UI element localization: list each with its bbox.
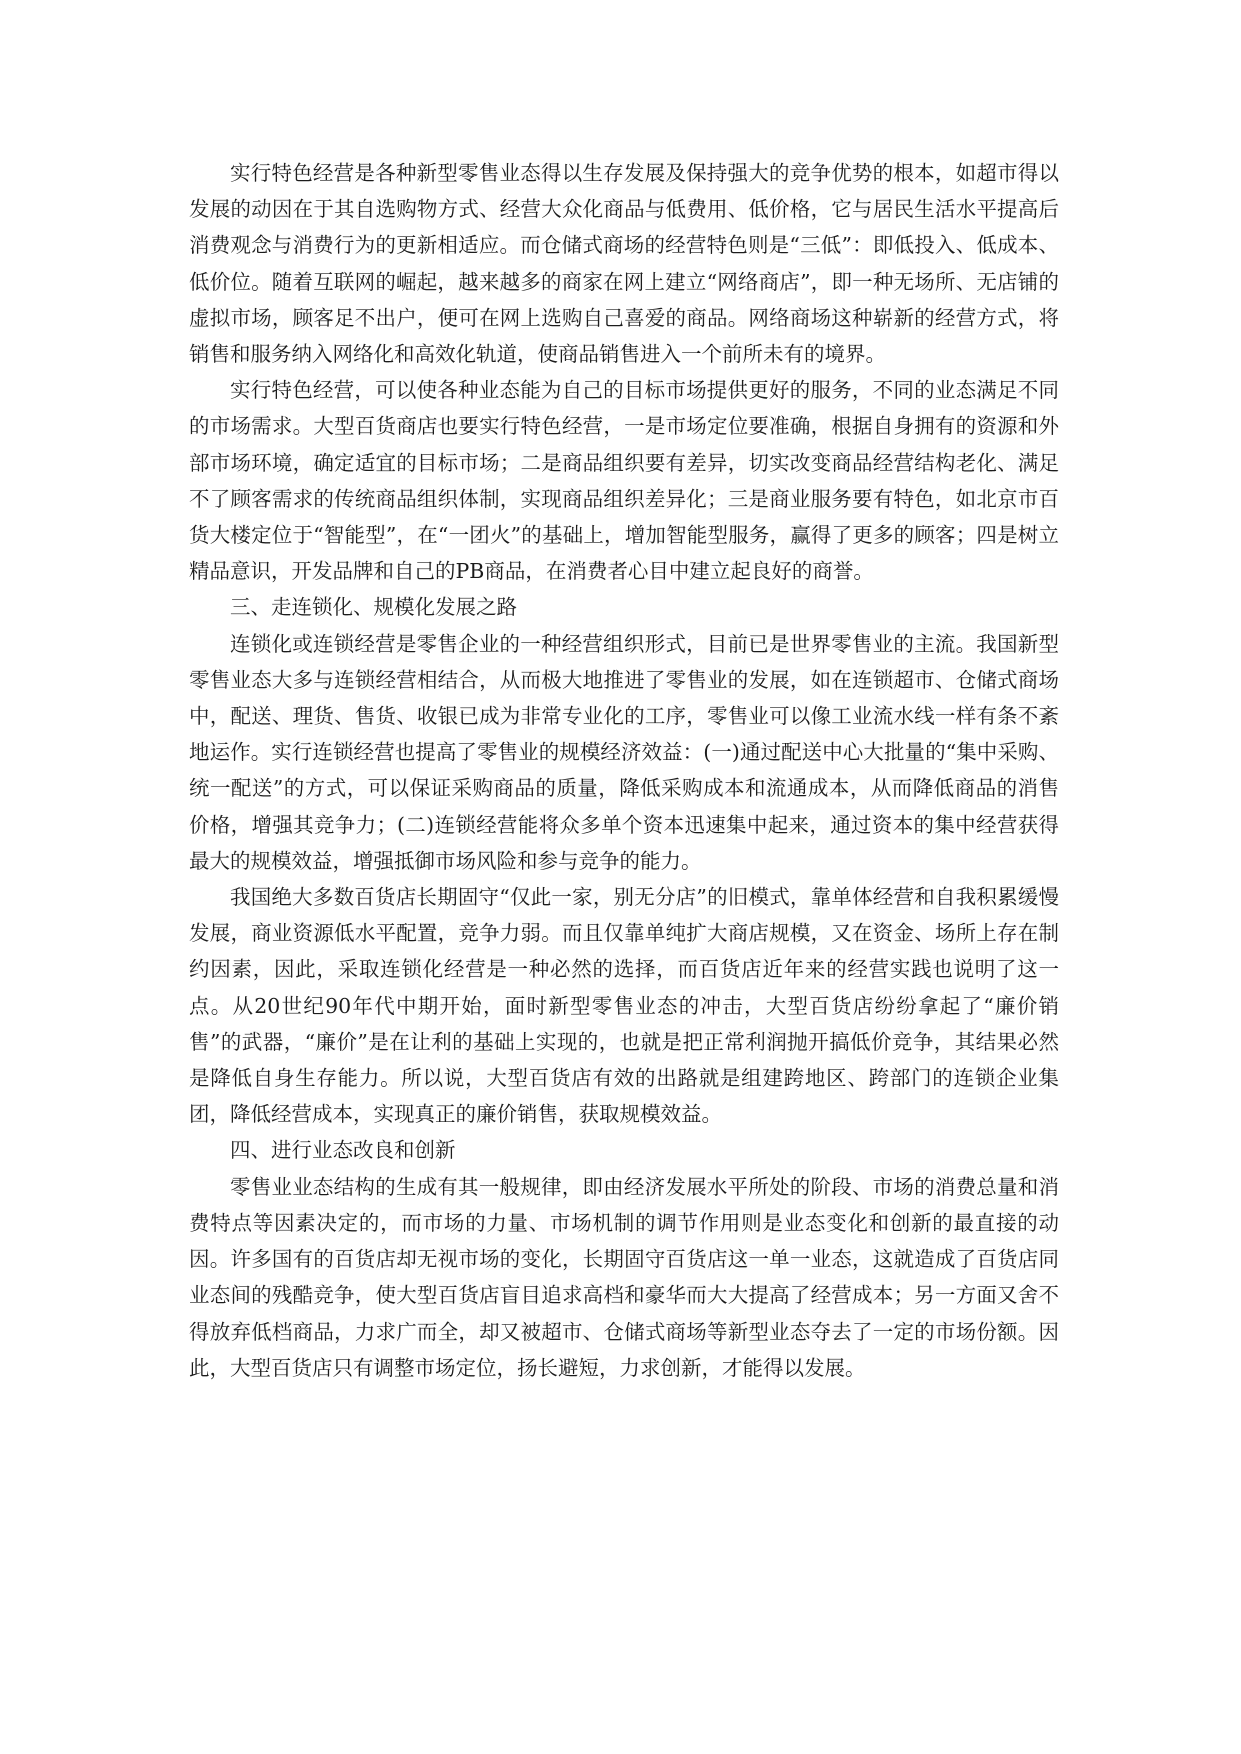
paragraph-department-store-chain: 我国绝大多数百货店长期固守“仅此一家，别无分店”的旧模式，靠单体经营和自我积累缓慢发展，商业资源低水平配置，竞争力弱。而且仅靠单纯扩大商店规模，又在资金、场所上存在制约因素，因此，采取连锁化经营是一种必然的选择，而百货店近年来的经营实践也说明了这一点。从20世纪90年代中期开始，面时新型零售业态的冲击，大型百货店纷纷拿起了“廉价销售”的武器，“廉价”是在让利的基础上实现的，也就是把正常利润抛开搞低价竞争，其结果必然是降低自身生存能力。所以说，大型百货店有效的出路就是组建跨地区、跨部门的连锁企业集团，降低经营成本，实现真正的廉价销售，获取规模效益。 — [189, 885, 1059, 1127]
section-heading-format-innovation: 四、进行业态改良和创新 — [230, 1138, 456, 1163]
paragraph-chain-operation: 连锁化或连锁经营是零售企业的一种经营组织形式，目前已是世界零售业的主流。我国新型零售业态大多与连锁经营相结合，从而极大地推进了零售业的发展，如在连锁超市、仓储式商场中，配送、理货、售货、收银已成为非常专业化的工序，零售业可以像工业流水线一样有条不紊地运作。实行连锁经营也提高了零售业的规模经济效益：(一)通过配送中心大批量的“集中采购、统一配送”的方式，可以保证采购商品的质量，降低采购成本和流通成本，从而降低商品的消售价格，增强其竞争力；(二)连锁经营能将众多单个资本迅速集中起来，通过资本的集中经营获得最大的规模效益，增强抵御市场风险和参与竞争的能力。 — [189, 631, 1059, 873]
paragraph-format-innovation: 零售业业态结构的生成有其一般规律，即由经济发展水平所处的阶段、市场的消费总量和消费特点等因素决定的，而市场的力量、市场机制的调节作用则是业态变化和创新的最直接的动因。许多国有的百货店却无视市场的变化，长期固守百货店这一单一业态，这就造成了百货店同业态间的残酷竞争，使大型百货店盲目追求高档和豪华而大大提高了经营成本；另一方面又舍不得放弃低档商品，力求广而全，却又被超市、仓储式商场等新型业态夺去了一定的市场份额。因此，大型百货店只有调整市场定位，扬长避短，力求创新，才能得以发展。 — [189, 1174, 1059, 1380]
paragraph-featured-operation: 实行特色经营是各种新型零售业态得以生存发展及保持强大的竞争优势的根本，如超市得以发展的动因在于其自选购物方式、经营大众化商品与低费用、低价格，它与居民生活水平提高后消费观念与消费行为的更新相适应。而仓储式商场的经营特色则是“三低”：即低投入、低成本、低价位。随着互联网的崛起，越来越多的商家在网上建立“网络商店”，即一种无场所、无店铺的虚拟市场，顾客足不出户，便可在网上选购自己喜爱的商品。网络商场这种崭新的经营方式，将销售和服务纳入网络化和高效化轨道，使商品销售进入一个前所未有的境界。 — [189, 161, 1059, 367]
paragraph-featured-operation-department-store: 实行特色经营，可以使各种业态能为自己的目标市场提供更好的服务，不同的业态满足不同的市场需求。大型百货商店也要实行特色经营，一是市场定位要准确，根据自身拥有的资源和外部市场环境，确定适宜的目标市场；二是商品组织要有差异，切实改变商品经营结构老化、满足不了顾客需求的传统商品组织体制，实现商品组织差异化；三是商业服务要有特色，如北京市百货大楼定位于“智能型”，在“一团火”的基础上，增加智能型服务，赢得了更多的顾客；四是树立精品意识，开发品牌和自己的PB商品，在消费者心目中建立起良好的商誉。 — [189, 378, 1059, 584]
section-heading-chain-development: 三、走连锁化、规模化发展之路 — [230, 595, 517, 620]
document-body — [189, 155, 1059, 1386]
